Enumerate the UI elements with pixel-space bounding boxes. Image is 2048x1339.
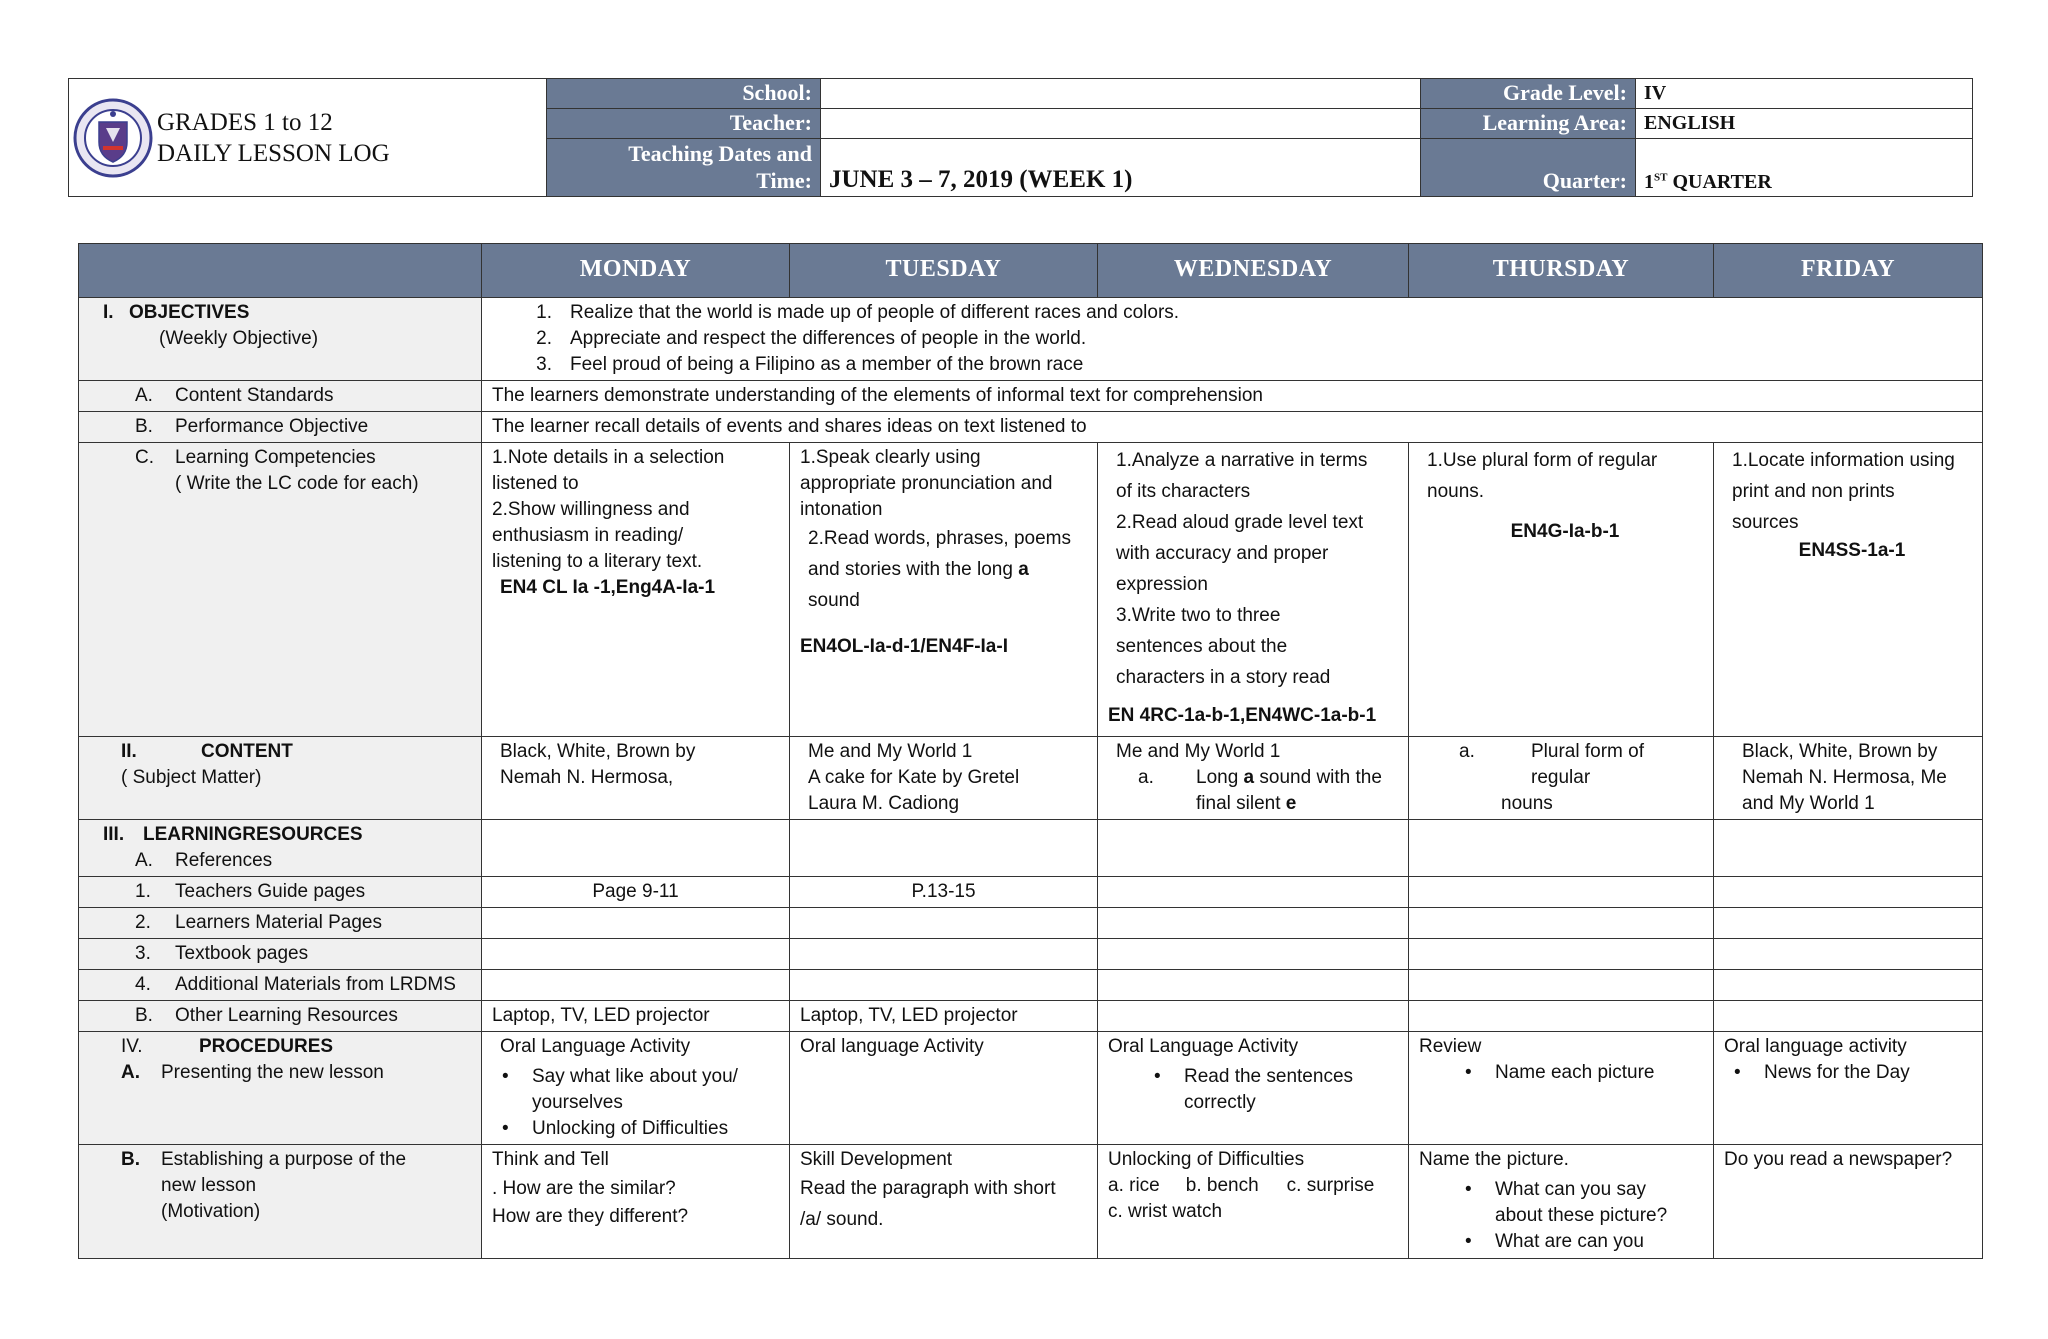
objectives-content-cell	[482, 298, 1983, 381]
quarter-label: Quarter:	[1421, 138, 1636, 197]
purpose-mon-line: How are they different?	[492, 1206, 689, 1227]
resource-row	[79, 908, 1983, 939]
content-monday	[482, 737, 790, 820]
bullet-icon: •	[1465, 1062, 1472, 1083]
objective-text-1: Realize that the world is made up of people of different races and colors.	[570, 302, 1180, 323]
purpose-monday	[482, 1145, 790, 1259]
purpose-wed-line: Unlocking of Difficulties	[1108, 1149, 1305, 1170]
content-standards-text: The learners demonstrate understanding of the elements of informal text for comprehension	[482, 381, 1983, 412]
resource-thursday	[1409, 939, 1714, 970]
comp-wed-line: characters in a story read	[1116, 667, 1331, 688]
proc-wed-head: Oral Language Activity	[1108, 1036, 1299, 1057]
resource-label: Learners Material Pages	[175, 912, 382, 933]
learning-resources-label-cell	[79, 820, 482, 877]
resource-friday	[1714, 877, 1983, 908]
comp-wed-line: 1.Analyze a narrative in terms	[1116, 450, 1368, 471]
content-label: CONTENT	[201, 741, 293, 762]
corner-cell	[79, 244, 482, 298]
objectives-label: OBJECTIVES	[129, 302, 250, 323]
resource-label-cell	[79, 970, 482, 1001]
comp-thu-line: nouns.	[1427, 481, 1485, 502]
competencies-wednesday	[1098, 443, 1409, 737]
content-thu-text: Plural form of regular	[1531, 741, 1644, 788]
procedures-monday	[482, 1032, 790, 1145]
purpose-wed-item: a. rice	[1108, 1175, 1160, 1196]
content-tue-line: Laura M. Cadiong	[808, 793, 960, 814]
proc-wed-bullet: Read the sentences	[1184, 1066, 1354, 1087]
resource-monday	[482, 970, 790, 1001]
learning-competencies-label-cell	[79, 443, 482, 737]
proc-mon-bullet: Unlocking of Difficulties	[532, 1118, 729, 1139]
comp-mon-line: listened to	[492, 473, 579, 494]
purpose-tuesday	[790, 1145, 1098, 1259]
resource-num: 1.	[135, 881, 151, 902]
comp-tue-line: intonation	[800, 499, 883, 520]
comp-wed-line: 3.Write two to three	[1116, 605, 1281, 626]
resource-friday	[1714, 970, 1983, 1001]
content-wed-bold: e	[1285, 793, 1297, 814]
competencies-thursday	[1409, 443, 1714, 737]
bullet-icon: •	[1734, 1062, 1741, 1083]
learning-resources-row	[79, 820, 1983, 877]
proc-thu-head: Review	[1419, 1036, 1482, 1057]
comp-mon-line: listening to a literary text.	[492, 551, 703, 572]
brand-cell	[69, 79, 547, 197]
day-header-row	[79, 244, 1983, 298]
purpose-label-2: new lesson	[161, 1175, 257, 1196]
resource-row	[79, 939, 1983, 970]
purpose-tue-line: Skill Development	[800, 1149, 953, 1170]
comp-tue-line: 1.Speak clearly using	[800, 447, 981, 468]
content-friday	[1714, 737, 1983, 820]
other-resources-label-cell	[79, 1001, 482, 1032]
day-header-tuesday: TUESDAY	[790, 244, 1098, 298]
other-resources-wednesday	[1098, 1001, 1409, 1032]
procedures-tuesday	[790, 1032, 1098, 1145]
objectives-row	[79, 298, 1983, 381]
purpose-thu-line: Name the picture.	[1419, 1149, 1569, 1170]
resource-row	[79, 970, 1983, 1001]
day-header-monday: MONDAY	[482, 244, 790, 298]
resource-num: 2.	[135, 912, 151, 933]
comp-tue-line: 2.Read words, phrases, poems	[808, 528, 1071, 549]
proc-thu-bullet: Name each picture	[1495, 1062, 1655, 1083]
content-wed-line: Me and My World 1	[1116, 741, 1281, 762]
purpose-fri-line: Do you read a newspaper?	[1724, 1149, 1953, 1170]
title-line-1: GRADES 1 to 12	[157, 108, 333, 136]
content-mon-line: Black, White, Brown by	[500, 741, 696, 762]
content-wed-text: Long	[1196, 767, 1244, 788]
procedures-a-label: Presenting the new lesson	[161, 1062, 384, 1083]
proc-mon-bullet-cont: yourselves	[532, 1092, 623, 1113]
resource-thursday	[1409, 877, 1714, 908]
content-standards-label-cell	[79, 381, 482, 412]
resource-thursday	[1409, 970, 1714, 1001]
performance-objective-label-cell	[79, 412, 482, 443]
competencies-label: Learning Competencies	[175, 447, 376, 468]
day-header-wednesday: WEDNESDAY	[1098, 244, 1409, 298]
comp-fri-line: sources	[1732, 512, 1799, 533]
content-label-cell	[79, 737, 482, 820]
content-fri-line: and My World 1	[1742, 793, 1875, 814]
purpose-wed-item: c. surprise	[1286, 1175, 1375, 1196]
references-label: References	[175, 850, 273, 871]
teaching-dates-label	[547, 138, 821, 197]
resource-row	[79, 877, 1983, 908]
content-fri-line: Black, White, Brown by	[1742, 741, 1938, 762]
competencies-monday	[482, 443, 790, 737]
purpose-tue-line: Read the paragraph with short	[800, 1178, 1056, 1199]
purpose-row	[79, 1145, 1983, 1259]
comp-tue-line	[800, 554, 1087, 585]
comp-fri-code: EN4SS-1a-1	[1798, 540, 1906, 561]
teaching-dates-label-2: Time:	[756, 168, 812, 193]
procedures-a-letter: A.	[121, 1062, 140, 1083]
resource-label: Additional Materials from LRDMS	[175, 974, 456, 995]
day-header-friday: FRIDAY	[1714, 244, 1983, 298]
procedures-row	[79, 1032, 1983, 1145]
content-wed-text: final silent	[1196, 793, 1286, 814]
resources-label: LEARNINGRESOURCES	[143, 824, 363, 845]
resources-friday	[1714, 820, 1983, 877]
objective-text-2: Appreciate and respect the differences of people in the world.	[570, 328, 1087, 349]
other-resources-row	[79, 1001, 1983, 1032]
procedures-num: IV.	[121, 1036, 143, 1057]
resource-wednesday	[1098, 939, 1409, 970]
teacher-field[interactable]	[821, 108, 1421, 138]
resources-num: III.	[103, 824, 125, 845]
objectives-num: I.	[103, 302, 114, 323]
content-standards-letter: A.	[135, 385, 153, 406]
resource-tuesday	[790, 939, 1098, 970]
resource-label-cell	[79, 877, 482, 908]
competencies-sub: ( Write the LC code for each)	[175, 473, 419, 494]
resources-tuesday	[790, 820, 1098, 877]
resource-friday	[1714, 939, 1983, 970]
procedures-label-cell	[79, 1032, 482, 1145]
grade-level-label: Grade Level:	[1421, 79, 1636, 109]
resources-wednesday	[1098, 820, 1409, 877]
title-line-2: DAILY LESSON LOG	[157, 139, 390, 167]
purpose-wed-line: c. wrist watch	[1108, 1201, 1223, 1222]
resources-monday	[482, 820, 790, 877]
purpose-tue-line: /a/ sound.	[800, 1209, 884, 1230]
content-tue-line: A cake for Kate by Gretel	[808, 767, 1020, 788]
resource-monday	[482, 908, 790, 939]
learning-competencies-row	[79, 443, 1983, 737]
grade-level-field[interactable]: IV	[1636, 79, 1973, 109]
other-resources-thursday	[1409, 1001, 1714, 1032]
competencies-letter: C.	[135, 447, 154, 468]
comp-tue-text: and stories with the long	[808, 559, 1019, 580]
proc-fri-bullet: News for the Day	[1764, 1062, 1910, 1083]
purpose-mon-line: . How are the similar?	[492, 1178, 676, 1199]
purpose-label-3: (Motivation)	[161, 1201, 261, 1222]
resource-num: 4.	[135, 974, 151, 995]
resource-num: 3.	[135, 943, 151, 964]
objective-num-3: 3.	[536, 354, 552, 375]
comp-wed-line: sentences about the	[1116, 636, 1288, 657]
competencies-friday	[1714, 443, 1983, 737]
comp-tue-line: appropriate pronunciation and	[800, 473, 1053, 494]
comp-wed-code: EN 4RC-1a-b-1,EN4WC-1a-b-1	[1108, 705, 1377, 726]
proc-fri-head: Oral language activity	[1724, 1036, 1907, 1057]
comp-wed-line: expression	[1116, 574, 1208, 595]
content-standards-row	[79, 381, 1983, 412]
purpose-wednesday	[1098, 1145, 1409, 1259]
content-wednesday	[1098, 737, 1409, 820]
day-header-thursday: THURSDAY	[1409, 244, 1714, 298]
comp-fri-line: print and non prints	[1732, 481, 1895, 502]
content-thu-text: nouns	[1501, 793, 1553, 814]
content-thursday	[1409, 737, 1714, 820]
other-resources-tuesday: Laptop, TV, LED projector	[790, 1001, 1098, 1032]
comp-mon-line: 1.Note details in a selection	[492, 447, 725, 468]
purpose-letter: B.	[121, 1149, 140, 1170]
resource-monday: Page 9-11	[482, 877, 790, 908]
other-resources-letter: B.	[135, 1005, 153, 1026]
performance-letter: B.	[135, 416, 153, 437]
purpose-wed-item: b. bench	[1185, 1175, 1259, 1196]
learning-area-label: Learning Area:	[1421, 108, 1636, 138]
quarter-num: 1	[1644, 171, 1654, 193]
content-fri-line: Nemah N. Hermosa, Me	[1742, 767, 1947, 788]
resource-label: Textbook pages	[175, 943, 309, 964]
resources-thursday	[1409, 820, 1714, 877]
comp-fri-line: 1.Locate information using	[1732, 450, 1955, 471]
header-table	[68, 78, 1973, 197]
bullet-icon: •	[502, 1066, 509, 1087]
resource-thursday	[1409, 908, 1714, 939]
performance-objective-text: The learner recall details of events and shares ideas on text listened to	[482, 412, 1983, 443]
resource-monday	[482, 939, 790, 970]
proc-mon-head: Oral Language Activity	[500, 1036, 691, 1057]
comp-wed-line: 2.Read aloud grade level text	[1116, 512, 1364, 533]
competencies-tuesday	[790, 443, 1098, 737]
resource-wednesday	[1098, 970, 1409, 1001]
purpose-thu-bullet: What can you say	[1495, 1179, 1647, 1200]
content-tue-line: Me and My World 1	[808, 741, 973, 762]
comp-thu-line: 1.Use plural form of regular	[1427, 450, 1658, 471]
content-num: II.	[121, 741, 137, 762]
content-standards-label: Content Standards	[175, 385, 334, 406]
resource-label-cell	[79, 939, 482, 970]
comp-mon-code: EN4 CL Ia -1,Eng4A-Ia-1	[500, 577, 716, 598]
content-wed-bold: a	[1243, 767, 1255, 788]
procedures-thursday	[1409, 1032, 1714, 1145]
quarter-field[interactable]	[1636, 138, 1973, 197]
teacher-label: Teacher:	[547, 108, 821, 138]
objective-text-3: Feel proud of being a Filipino as a member of the brown race	[570, 354, 1084, 375]
resource-wednesday	[1098, 908, 1409, 939]
objective-num-2: 2.	[536, 328, 552, 349]
lesson-log-table	[78, 243, 1983, 1259]
objectives-label-cell	[79, 298, 482, 381]
proc-mon-bullet: Say what like about you/	[532, 1066, 738, 1087]
other-resources-label: Other Learning Resources	[175, 1005, 398, 1026]
procedures-label: PROCEDURES	[199, 1036, 334, 1057]
purpose-label-1: Establishing a purpose of the	[161, 1149, 407, 1170]
content-tuesday	[790, 737, 1098, 820]
purpose-mon-line: Think and Tell	[492, 1149, 609, 1170]
teaching-dates-field[interactable]: JUNE 3 – 7, 2019 (WEEK 1)	[821, 138, 1421, 197]
purpose-thu-bullet-cont: about these picture?	[1495, 1205, 1668, 1226]
resource-wednesday	[1098, 877, 1409, 908]
teaching-dates-label-1: Teaching Dates and	[628, 141, 812, 166]
content-wed-letter: a.	[1138, 767, 1154, 788]
purpose-friday	[1714, 1145, 1983, 1259]
quarter-sup: ST	[1654, 171, 1668, 184]
resource-label: Teachers Guide pages	[175, 881, 366, 902]
procedures-wednesday	[1098, 1032, 1409, 1145]
references-letter: A.	[135, 850, 153, 871]
content-thu-letter: a.	[1459, 741, 1475, 762]
comp-thu-code: EN4G-Ia-b-1	[1510, 521, 1620, 542]
resource-tuesday: P.13-15	[790, 877, 1098, 908]
resource-tuesday	[790, 970, 1098, 1001]
bullet-icon: •	[1154, 1066, 1161, 1087]
other-resources-friday	[1714, 1001, 1983, 1032]
proc-tue-head: Oral language Activity	[800, 1036, 984, 1057]
content-row	[79, 737, 1983, 820]
proc-wed-bullet-cont: correctly	[1184, 1092, 1256, 1113]
content-sub: ( Subject Matter)	[121, 767, 262, 788]
performance-objective-row	[79, 412, 1983, 443]
bullet-icon: •	[1465, 1179, 1472, 1200]
procedures-friday	[1714, 1032, 1983, 1145]
school-label: School:	[547, 79, 821, 109]
purpose-thursday	[1409, 1145, 1714, 1259]
comp-mon-line: 2.Show willingness and	[492, 499, 690, 520]
bullet-icon: •	[1465, 1231, 1472, 1252]
content-wed-text: sound with the	[1254, 767, 1382, 788]
purpose-thu-bullet: What are can you	[1495, 1231, 1644, 1252]
objectives-sub: (Weekly Objective)	[159, 328, 319, 349]
school-field[interactable]	[821, 79, 1421, 109]
comp-tue-line: sound	[808, 590, 860, 611]
other-resources-monday: Laptop, TV, LED projector	[482, 1001, 790, 1032]
bullet-icon: •	[502, 1118, 509, 1139]
deped-seal-icon	[73, 98, 153, 178]
comp-wed-line: of its characters	[1116, 481, 1251, 502]
performance-label: Performance Objective	[175, 416, 369, 437]
comp-tue-bold: a	[1018, 559, 1029, 580]
objective-num-1: 1.	[536, 302, 552, 323]
quarter-rest: QUARTER	[1667, 171, 1772, 193]
resource-label-cell	[79, 908, 482, 939]
comp-tue-code: EN4OL-Ia-d-1/EN4F-Ia-I	[800, 636, 1008, 657]
resource-tuesday	[790, 908, 1098, 939]
comp-wed-line: with accuracy and proper	[1116, 543, 1329, 564]
comp-mon-line: enthusiasm in reading/	[492, 525, 684, 546]
learning-area-field[interactable]: ENGLISH	[1636, 108, 1973, 138]
resource-friday	[1714, 908, 1983, 939]
content-mon-line: Nemah N. Hermosa,	[500, 767, 674, 788]
purpose-label-cell	[79, 1145, 482, 1259]
